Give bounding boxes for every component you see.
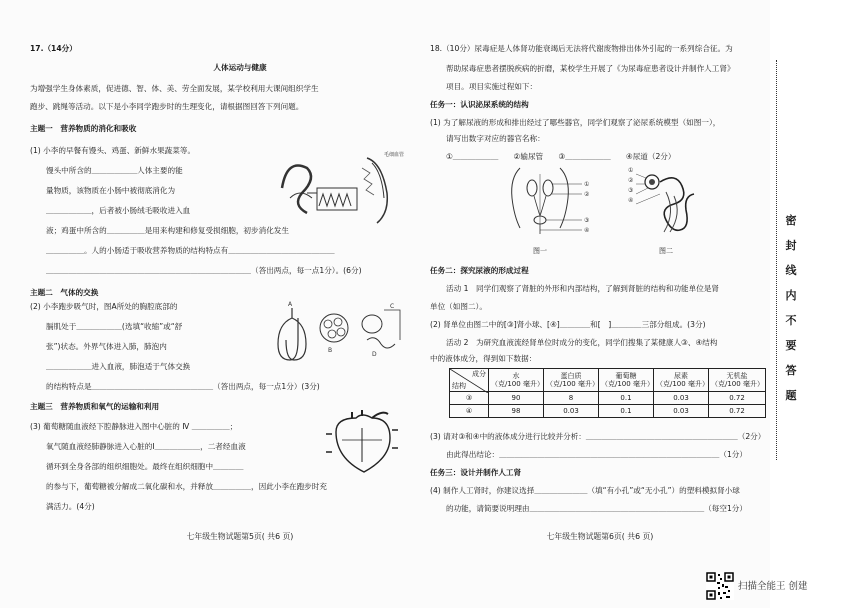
q18-line-1: 18.（10分）尿毒症是人体肾功能衰竭后无法将代谢废物排出体外引起的一系列综合征。为: [430, 44, 733, 53]
table-row: ④ 98 0.03 0.1 0.03 0.72: [450, 405, 766, 418]
t3-line-2: 由此得出结论：＿＿＿＿＿＿＿＿＿＿＿＿＿＿＿＿＿＿＿＿＿＿＿＿＿＿＿＿＿（1分）: [446, 450, 747, 459]
qr-code-icon: [706, 572, 734, 600]
q3-line-4: 的参与下，葡萄糖被分解成二氧化碳和水，并释放＿＿＿＿＿，因此小李在跑步时充: [46, 482, 327, 491]
q1-line-5: 液；鸡蛋中所含的＿＿＿＿＿是用来构建和修复受损细胞，初步消化发生: [46, 226, 289, 235]
q2-line-2: 膈肌处于＿＿＿＿＿＿(选填“收缩”或“舒: [46, 322, 183, 331]
q18-line-3: 项目。项目实施过程如下：: [446, 82, 538, 91]
svg-text:D: D: [372, 351, 377, 358]
q3-line-2: 氧气随血液经肺静脉进入心脏的Ⅰ＿＿＿＿＿＿，二者经血液: [46, 442, 246, 451]
q3-line-5: 满活力。(4分): [46, 502, 95, 511]
activity-2-line-2: 中的液体成分，得到如下数据：: [430, 354, 537, 363]
table-header-protein: 蛋白质 （克/100 毫升）: [544, 369, 599, 392]
heart-figure: [322, 410, 402, 476]
svg-text:②: ②: [584, 191, 590, 198]
figure-1-caption: 图一: [533, 247, 547, 255]
topic-3-heading: 主题三 营养物质和氧气的运输和利用: [30, 402, 160, 411]
q2-line-4: ＿＿＿＿＿＿进入血液，肺泡适于气体交换: [46, 362, 191, 371]
svg-text:A: A: [288, 301, 293, 308]
figure-2-caption: 图二: [659, 247, 673, 255]
table-header-urea: 尿素 （克/100 毫升）: [654, 369, 709, 392]
t1-line-3: ①＿＿＿＿＿＿ ②输尿管 ③＿＿＿＿＿＿ ④尿道（2分）: [446, 152, 676, 161]
left-page-footer: 七年级生物试题第5页( 共6 页): [186, 532, 294, 541]
q2-line-1: (2) 小李跑步吸气时，图A所处的胸腔底部的: [30, 302, 178, 311]
q3-line-1: (3) 葡萄糖随血液经下腔静脉进入图中心脏的 Ⅳ ＿＿＿＿＿；: [30, 422, 238, 431]
q1-line-3: 量物质，该物质在小肠中被彻底消化为: [46, 186, 176, 195]
q1-line-2: 馒头中所含的＿＿＿＿＿＿人体主要的能: [46, 166, 183, 175]
right-page-footer: 七年级生物试题第6页( 共6 页): [546, 532, 654, 541]
svg-text:③: ③: [584, 217, 590, 224]
task-3-heading: 任务三：设计并制作人工肾: [430, 468, 522, 477]
table-header-water: 水 （克/100 毫升）: [489, 369, 544, 392]
svg-text:④: ④: [628, 197, 634, 204]
svg-text:C: C: [390, 303, 395, 310]
q1-line-1: (1) 小李的早餐有馒头、鸡蛋、新鲜水果蔬菜等。: [30, 146, 196, 155]
scanner-watermark: 扫描全能王 创建: [738, 581, 808, 592]
intro-line-2: 跑步、跳绳等活动。以下是小李同学跑步时的生理变化，请根据图回答下列问题。: [30, 102, 304, 111]
table-corner-cell: 成分 结构: [450, 369, 489, 392]
t3-line-1: (3) 请对③和④中的液体成分进行比较并分析：＿＿＿＿＿＿＿＿＿＿＿＿＿＿＿＿＿＿＿＿（2分）: [430, 432, 766, 441]
task-1-heading: 任务一：认识泌尿系统的结构: [430, 100, 529, 109]
q1-line-7: ＿＿＿＿＿＿＿＿＿＿＿＿＿＿＿＿＿＿＿＿＿＿＿＿＿＿＿（答出两点，每一点1分）。(6分): [46, 266, 362, 275]
q1-line-6: ＿＿＿＿＿。人的小肠适于吸收营养物质的结构特点有＿＿＿＿＿＿＿＿＿＿＿＿＿＿: [46, 246, 335, 255]
q3-line-3: 循环到全身各部的组织细胞处。最终在组织细胞中＿＿＿＿: [46, 462, 244, 471]
table-header-glucose: 葡萄糖 （克/100 毫升）: [599, 369, 654, 392]
svg-text:B: B: [328, 347, 333, 354]
activity-1-line-2: 单位（如图二）。: [430, 302, 487, 311]
nephron-figure: [626, 162, 706, 246]
table-header-salts: 无机盐 （克/100 毫升）: [709, 369, 766, 392]
t1-line-1: (1) 为了解尿液的形成和排出经过了哪些器官，同学们观察了泌尿系统模型（如图一），: [430, 118, 721, 127]
svg-text:①: ①: [584, 181, 590, 188]
digestive-system-figure: [272, 148, 412, 228]
topic-2-heading: 主题二 气体的交换: [30, 288, 99, 297]
activity-2-line-1: 活动 2 为研究血液流经肾单位时成分的变化，同学们搜集了某健康人③、④结构: [446, 338, 718, 347]
seal-notice: 密 封 线 内 不 要 答 题: [785, 214, 797, 402]
svg-text:①: ①: [628, 167, 634, 174]
task-2-heading: 任务二：探究尿液的形成过程: [430, 266, 529, 275]
q2-line-3: 张”)状态。外界气体进入肺，肺泡内: [46, 342, 167, 351]
svg-text:④: ④: [584, 227, 590, 234]
t2-line-1: (2) 肾单位由图二中的[③]肾小球、[④]＿＿＿＿和[ ]＿＿＿＿三部分组成。(3分): [430, 320, 706, 329]
q18-line-2: 帮助尿毒症患者摆脱疾病的折磨，某校学生开展了《为尿毒症患者设计并制作人工肾》: [446, 64, 735, 73]
intro-line-1: 为增强学生身体素质，促进德、智、体、美、劳全面发展，某学校利用大课间组织学生: [30, 84, 319, 93]
svg-text:③: ③: [628, 187, 634, 194]
table-row: ③ 90 8 0.1 0.03 0.72: [450, 392, 766, 405]
q1-line-4: ＿＿＿＿＿＿，后者被小肠绒毛吸收进入血: [46, 206, 191, 215]
activity-1-line-1: 活动 1 同学们观察了肾脏的外形和内部结构，了解到肾脏的结构和功能单位是肾: [446, 284, 720, 293]
fluid-composition-table: [449, 368, 766, 418]
t4-line-2: 的功能，请简要说明理由＿＿＿＿＿＿＿＿＿＿＿＿＿＿＿＿＿＿＿＿＿＿＿（每空1分）: [446, 504, 747, 513]
section-title: 人体运动与健康: [213, 63, 267, 72]
capillary-label: 毛细血管: [384, 152, 405, 158]
t4-line-1: (4) 制作人工肾时，你建议选择＿＿＿＿＿＿＿（填“有小孔”或“无小孔”）的塑料模拟肾小球: [430, 486, 740, 495]
lungs-figure: [272, 300, 412, 366]
urinary-system-figure: [500, 164, 620, 244]
svg-text:②: ②: [628, 177, 634, 184]
topic-1-heading: 主题一 营养物质的消化和吸收: [30, 124, 137, 133]
question-17-number: 17.（14分）: [30, 44, 77, 53]
t1-line-2: 请写出数字对应的器官名称：: [446, 134, 545, 143]
seal-dotted-line: [776, 60, 777, 460]
q2-line-5: 的结构特点是＿＿＿＿＿＿＿＿＿＿＿＿＿＿＿＿（答出两点，每一点1分）(3分): [46, 382, 320, 391]
